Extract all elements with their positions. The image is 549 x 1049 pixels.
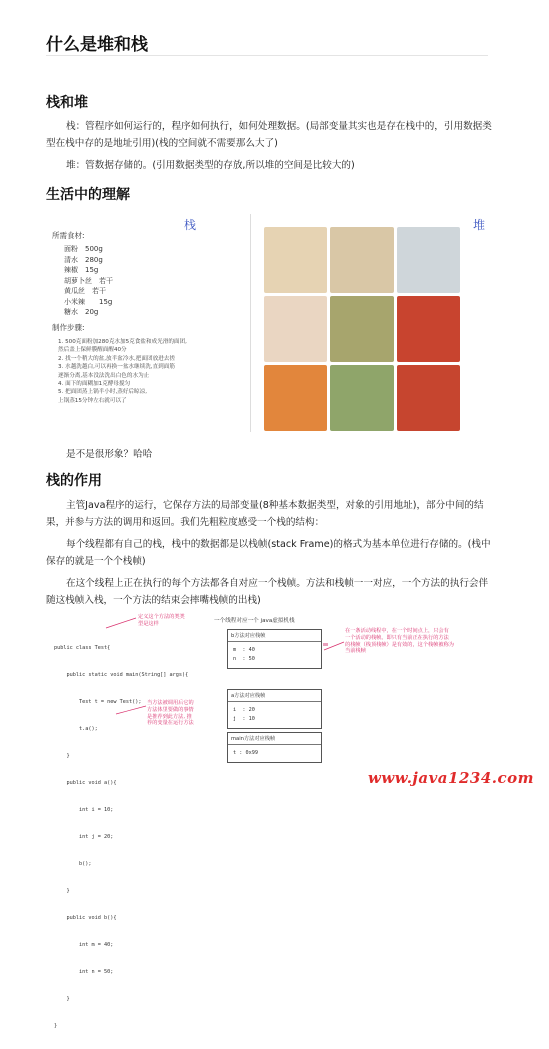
step-item: 然后盖上保鲜膜醒面醒40分 [58, 347, 127, 354]
recipe-panel [46, 210, 246, 435]
code-line: public void b(){ [54, 915, 117, 921]
frame-title: b方法对应栈帧 [228, 630, 321, 642]
arrow-line [116, 706, 146, 714]
step-item: 3. 水越洗越白,可以再换一盆水继续洗,直到面筋 [58, 364, 175, 371]
section-heading-daily-life: 生活中的理解 [46, 187, 130, 203]
stack-frame-paragraph: 每个线程都有自己的栈，栈中的数据都是以栈帧(stack Frame)的格式为基本单位进行存储的。(栈中保存的就是一个个栈帧) [46, 539, 491, 567]
frame-vars: m : 40 n : 50 [233, 647, 255, 662]
step-item: 5. 把面团蒸上锅半小时,蒸好后晾凉, [58, 389, 147, 396]
current-frame-annotation: 在一条活动线程中，在一个时间点上，只会有 一个活动的栈帧。即只有当前正在执行的方法 的栈帧（栈顶栈帧）是有效的，这个栈帧被称为 当前栈帧 [345, 628, 454, 655]
stack-role-paragraph: 主管Java程序的运行，它保存方法的局部变量(8种基本数据类型，对象的引用地址)，部分中间的结果，并参与方法的调用和返回。我们先粗粒度感受一个栈的结构： [46, 500, 484, 528]
ingredient-item: 辣椒 15g [64, 266, 99, 274]
ingredient-item: 面粉 500g [64, 245, 103, 253]
step-item: 4. 面下的面糊加1克酵母搅匀 [58, 381, 131, 388]
step-item: 逐渐分离,基本没法洗出白色的水为止 [58, 372, 150, 379]
food-photo [330, 227, 393, 293]
stack-title: 一个线程对应一个 java虚拟机栈 [214, 618, 295, 624]
watermark: www.java1234.com [367, 769, 534, 787]
steps-title: 制作步骤: [52, 323, 85, 332]
heap-label: 堆 [473, 218, 486, 232]
method-annotation: 当方法被调用后它的 方法体里要做的事情 是推荐到此方法, 推 荐的变量在运行方法 [147, 700, 194, 727]
code-line: int n = 50; [54, 969, 114, 975]
stack-label: 栈 [184, 218, 197, 232]
code-line: } [54, 996, 70, 1002]
frame-title: main方法对应栈帧 [228, 733, 321, 745]
step-item: 1. 500克面粉加280克水加5克食盐和成光滑的面团, [58, 339, 187, 345]
ingredient-item: 糖水 20g [64, 308, 99, 316]
step-item: 2. 找一个稍大的盆,放半盆冷水,把面团放进去搓 [58, 355, 175, 362]
code-line: b(); [54, 861, 92, 867]
heap-definition-paragraph: 堆：管数据存储的。(引用数据类型的存放,所以堆的空间是比较大的) [66, 160, 355, 171]
code-line: t.a(); [54, 726, 98, 732]
code-line: public static void main(String[] args){ [54, 672, 189, 678]
ingredient-item: 胡萝卜丝 若干 [64, 276, 113, 285]
code-line: } [54, 753, 70, 759]
illustration-caption: 是不是很形象？哈哈 [66, 449, 153, 460]
stack-heap-illustration [46, 210, 488, 435]
code-line: } [54, 1023, 58, 1029]
code-line: } [54, 888, 70, 894]
code-line: int i = 10; [54, 807, 114, 813]
method-frame-paragraph: 在这个线程上正在执行的每个方法都各自对应一个栈帧。方法和栈帧一一对应，一个方法的执行会伴随这栈帧入栈，一个方法的结束会摔嘴栈帧的出栈) [46, 578, 489, 606]
illustration-divider [250, 214, 251, 432]
food-photo [264, 227, 327, 293]
stack-frame-b [227, 629, 322, 669]
arrow-line [106, 618, 136, 628]
code-line: public class Test{ [54, 645, 111, 651]
title-divider [46, 55, 488, 56]
code-line: public void a(){ [54, 780, 117, 786]
food-photo [330, 365, 393, 431]
ingredients-photo-grid [264, 227, 460, 431]
section-heading-stack-role: 栈的作用 [46, 473, 102, 489]
frame-vars: i : 20 j : 10 [233, 707, 255, 722]
section-heading-stack-heap: 栈和堆 [46, 95, 88, 111]
code-line: int j = 20; [54, 834, 114, 840]
page-title: 什么是堆和栈 [46, 35, 148, 55]
food-photo [330, 296, 393, 362]
ingredients-title: 所需食材: [52, 231, 85, 240]
steps-list [58, 338, 187, 405]
food-photo [397, 296, 460, 362]
food-photo [264, 296, 327, 362]
ingredient-item: 小米辣 15g [64, 297, 113, 306]
ingredients-list [64, 244, 113, 318]
food-photo [397, 365, 460, 431]
code-line: int m = 40; [54, 942, 114, 948]
arrow-head [323, 643, 328, 646]
stack-frame-main [227, 732, 322, 763]
code-line: Test t = new Test(); [54, 699, 142, 705]
step-item: 上锅蒸15分钟左右就可以了 [58, 397, 127, 404]
frame-vars: t : 0x99 [233, 750, 258, 756]
food-photo [264, 365, 327, 431]
frame-title: a方法对应栈帧 [228, 690, 321, 702]
class-annotation: 定义这个方法的类类 型是这样 [138, 614, 185, 627]
food-photo [397, 227, 460, 293]
stack-definition-paragraph: 栈：管程序如何运行的，程序如何执行，如何处理数据。(局部变量其实也是存在栈中的，引用数据类型在栈中存的是地址引用)(栈的空间就不需要那么大了) [46, 121, 492, 149]
stack-frame-a [227, 689, 322, 729]
ingredient-item: 清水 280g [64, 255, 103, 264]
ingredient-item: 黄瓜丝 若干 [64, 287, 106, 295]
